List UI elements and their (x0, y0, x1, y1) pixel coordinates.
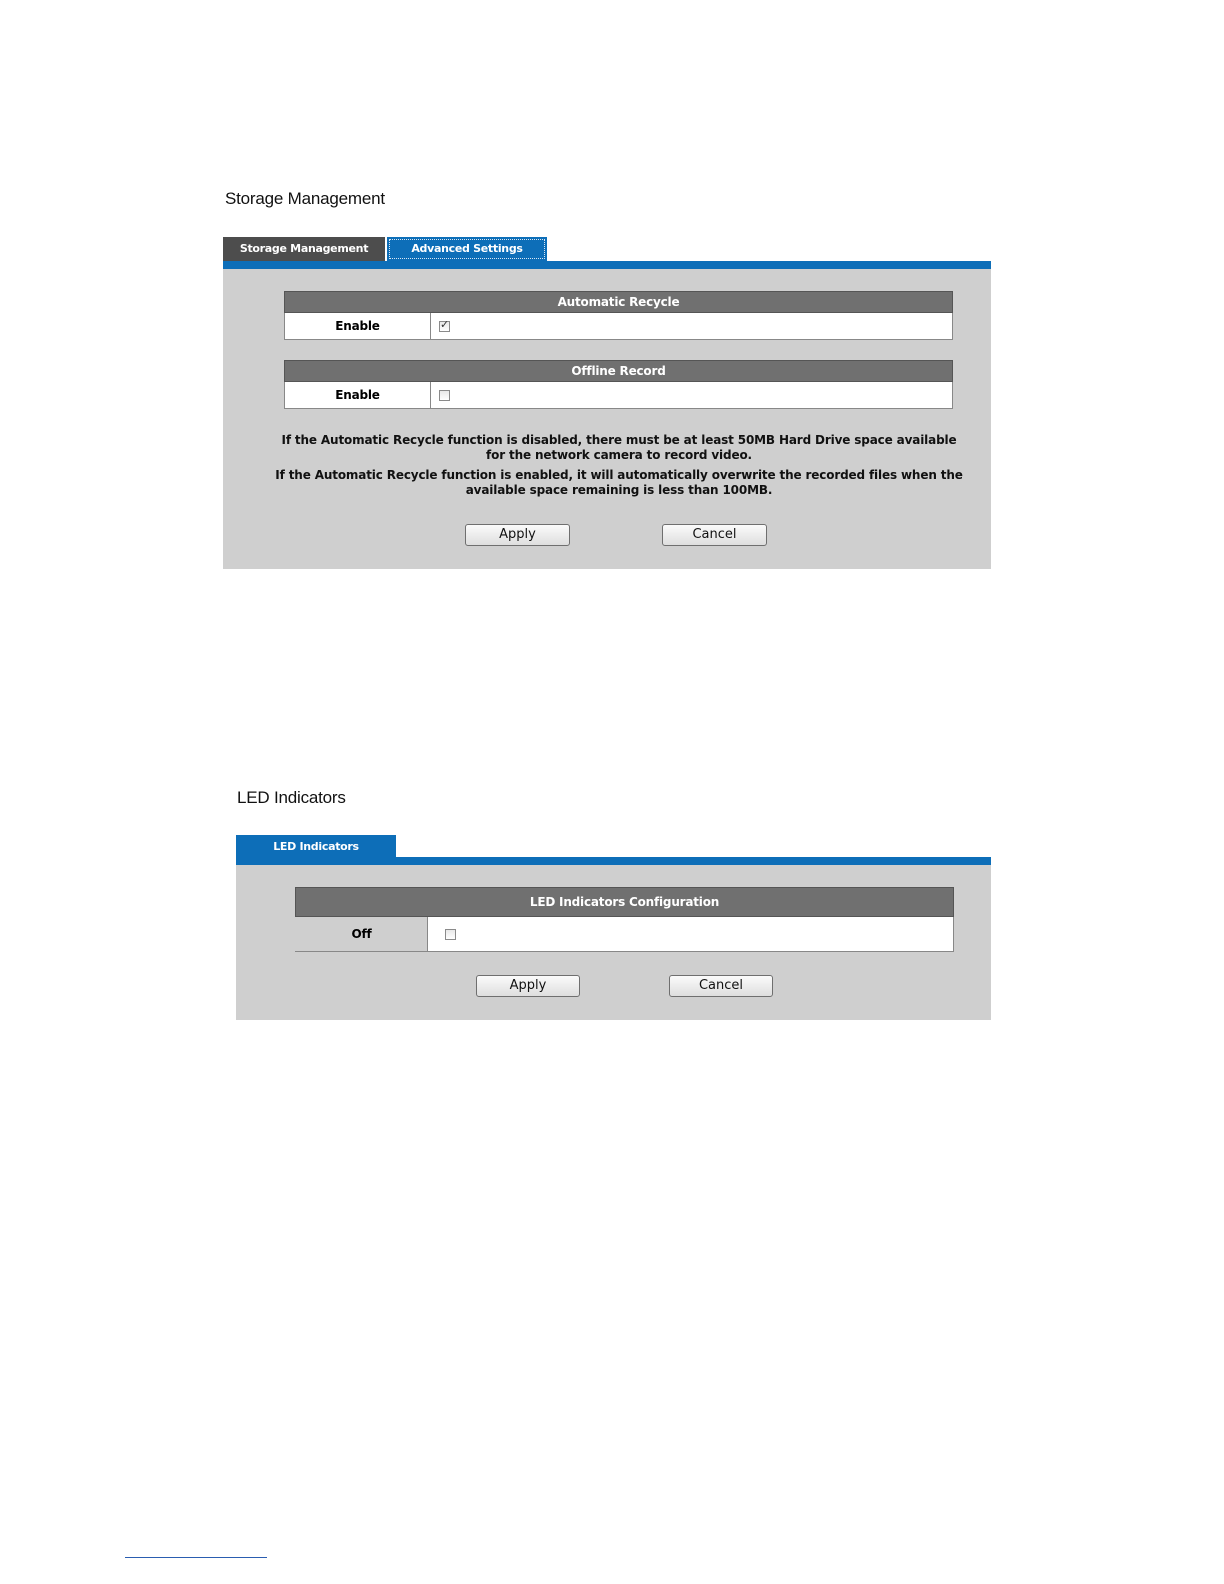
storage-apply-button[interactable]: Apply (465, 524, 570, 546)
auto-recycle-enable-label: Enable (285, 313, 431, 340)
led-off-label: Off (296, 917, 428, 952)
auto-recycle-enable-cell (431, 313, 953, 340)
auto-recycle-enable-checkbox[interactable] (439, 321, 450, 332)
led-off-cell (428, 917, 954, 952)
storage-panel (223, 237, 991, 569)
storage-cancel-button[interactable]: Cancel (662, 524, 767, 546)
offline-record-enable-cell (431, 382, 953, 409)
led-apply-button[interactable]: Apply (476, 975, 580, 997)
storage-tab-underline (223, 261, 991, 269)
led-config-header: LED Indicators Configuration (296, 888, 954, 917)
footnote-separator (125, 1557, 267, 1558)
led-cancel-button[interactable]: Cancel (669, 975, 773, 997)
led-tab-underline (236, 857, 991, 865)
led-section-title: LED Indicators (237, 788, 346, 807)
offline-record-table (284, 360, 953, 409)
auto-recycle-table (284, 291, 953, 340)
recycle-enabled-note: If the Automatic Recycle function is enabled, it will automatically overwrite the recorded files when the available space remaining is less than 100MB. (275, 468, 963, 497)
offline-record-enable-label: Enable (285, 382, 431, 409)
led-off-checkbox[interactable] (445, 929, 456, 940)
auto-recycle-header: Automatic Recycle (285, 292, 953, 313)
offline-record-header: Offline Record (285, 361, 953, 382)
tab-storage-management[interactable]: Storage Management (223, 237, 385, 261)
led-panel (236, 835, 991, 1020)
tab-advanced-settings[interactable]: Advanced Settings (387, 237, 547, 261)
tab-led-indicators[interactable]: LED Indicators (236, 835, 396, 859)
recycle-disabled-note: If the Automatic Recycle function is disabled, there must be at least 50MB Hard Drive space available for the network camera to record video. (281, 433, 957, 462)
offline-record-enable-checkbox[interactable] (439, 390, 450, 401)
storage-section-title: Storage Management (225, 189, 385, 208)
led-config-table (295, 887, 954, 952)
